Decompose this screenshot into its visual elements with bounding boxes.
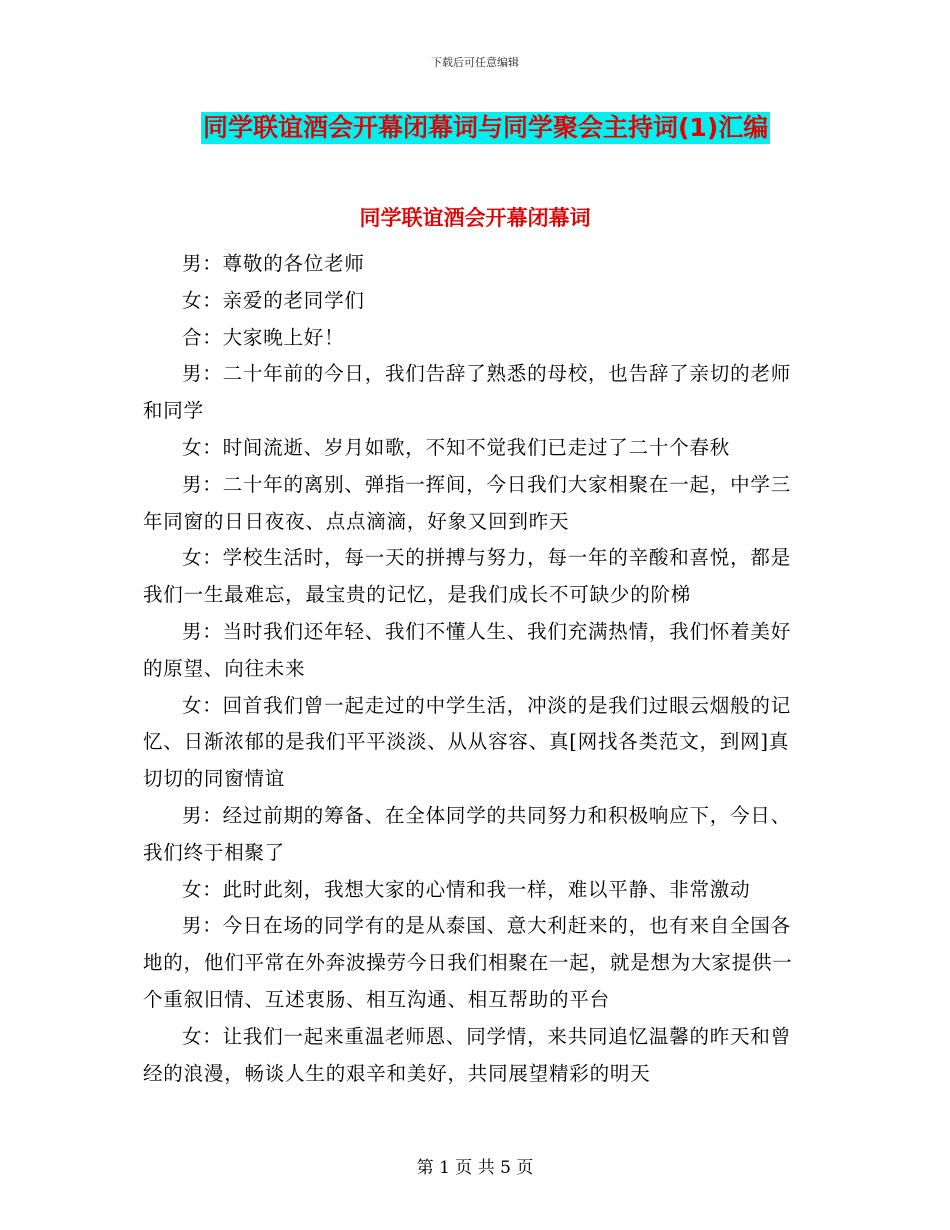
paragraph: 男：二十年前的今日，我们告辞了熟悉的母校，也告辞了亲切的老师和同学 [143, 362, 792, 423]
paragraph: 男：经过前期的筹备、在全体同学的共同努力和积极响应下，今日、我们终于相聚了 [143, 803, 792, 864]
paragraph: 女：让我们一起来重温老师恩、同学情，来共同追忆温馨的昨天和曾经的浪漫，畅谈人生的艰辛和美好，共同展望精彩的明天 [143, 1024, 792, 1085]
section-title: 同学联谊酒会开幕闭幕词 [359, 206, 591, 230]
paragraph: 女：亲爱的老同学们 [182, 288, 365, 312]
page-header-note: 下载后可任意编辑 [431, 56, 519, 69]
paragraph: 合：大家晚上好！ [182, 325, 345, 349]
paragraph: 女：时间流逝、岁月如歌，不知不觉我们已走过了二十个春秋 [182, 435, 731, 459]
paragraph: 女：学校生活时，每一天的拼搏与努力，每一年的辛酸和喜悦，都是我们一生最难忘，最宝贵的记忆，是我们成长不可缺少的阶梯 [143, 546, 792, 607]
document-title: 同学联谊酒会开幕闭幕词与同学聚会主持词(1)汇编 [203, 113, 769, 142]
paragraph: 女：此时此刻，我想大家的心情和我一样，难以平静、非常激动 [182, 877, 751, 901]
paragraph: 男：今日在场的同学有的是从泰国、意大利赶来的，也有来自全国各地的，他们平常在外奔波操劳今日我们相聚在一起，就是想为大家提供一个重叙旧情、互述衷肠、相互沟通、相互帮助的平台 [143, 914, 793, 1011]
paragraph: 男：二十年的离别、弹指一挥间，今日我们大家相聚在一起，中学三年同窗的日日夜夜、点点滴滴，好象又回到昨天 [143, 472, 792, 533]
document-body [143, 246, 803, 1092]
page-number-footer: 第 1 页 共 5 页 [416, 1158, 534, 1178]
paragraph: 男：尊敬的各位老师 [182, 252, 365, 275]
paragraph: 女：回首我们曾一起走过的中学生活，冲淡的是我们过眼云烟般的记忆、日渐浓郁的是我们平平淡淡、从从容容、真[网找各类范文，到网]真切切的同窗情谊 [143, 693, 792, 791]
paragraph: 男：当时我们还年轻、我们不懂人生、我们充满热情，我们怀着美好的原望、向往未来 [143, 619, 792, 680]
